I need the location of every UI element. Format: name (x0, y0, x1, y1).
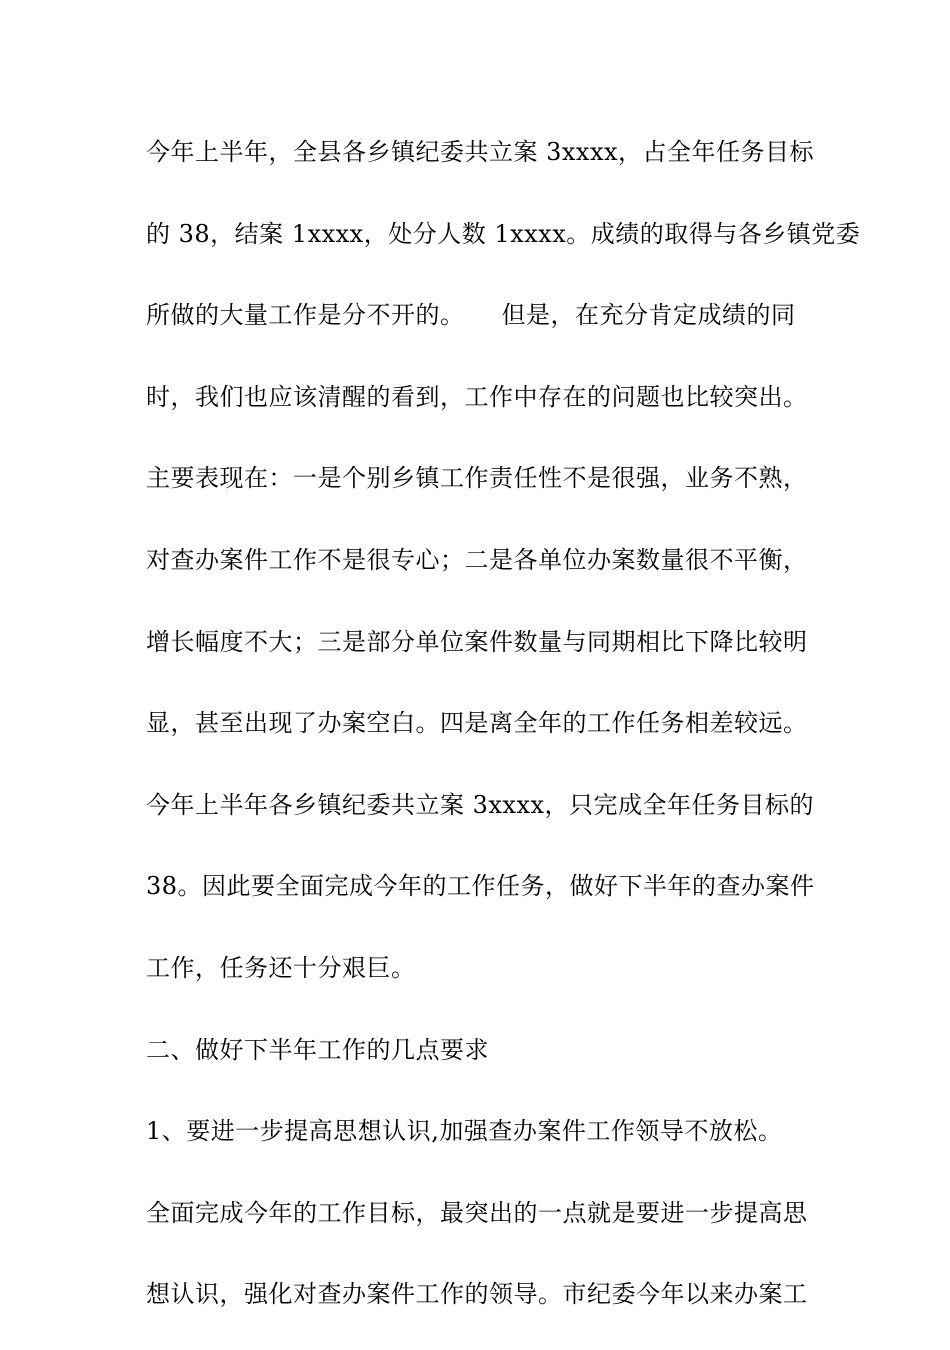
text-line: 全面完成今年的工作目标，最突出的一点就是要进一步提高思 (146, 1198, 808, 1227)
text-line: 38。因此要全面完成今年的工作任务，做好下半年的查办案件 (146, 872, 815, 901)
body-text (146, 126, 861, 1350)
text-line: 对查办案件工作不是很专心；二是各单位办案数量很不平衡， (146, 545, 808, 574)
text-line: 今年上半年，全县各乡镇纪委共立案 3xxxx，占全年任务目标 (146, 138, 815, 166)
text-line: 主要表现在：一是个别乡镇工作责任性不是很强，业务不熟， (146, 464, 808, 493)
text-line: 时，我们也应该清醒的看到，工作中存在的问题也比较突出。 (146, 382, 808, 411)
text-line: 工作，任务还十分艰巨。 (146, 953, 416, 982)
text-line: 增长幅度不大；三是部分单位案件数量与同期相比下降比较明 (146, 627, 808, 656)
text-line: 所做的大量工作是分不开的。 但是，在充分肯定成绩的同 (146, 301, 796, 330)
subsection-heading: 1、要进一步提高思想认识,加强查办案件工作领导不放松。 (146, 1117, 783, 1146)
text-line: 的 38，结案 1xxxx，处分人数 1xxxx。成绩的取得与各乡镇党委 (146, 219, 861, 248)
text-line: 今年上半年各乡镇纪委共立案 3xxxx，只完成全年任务目标的 (146, 790, 815, 819)
text-line: 显，甚至出现了办案空白。四是离全年的工作任务相差较远。 (146, 709, 808, 738)
section-heading: 二、做好下半年工作的几点要求 (146, 1035, 489, 1064)
text-line: 想认识，强化对查办案件工作的领导。市纪委今年以来办案工 (146, 1280, 808, 1309)
